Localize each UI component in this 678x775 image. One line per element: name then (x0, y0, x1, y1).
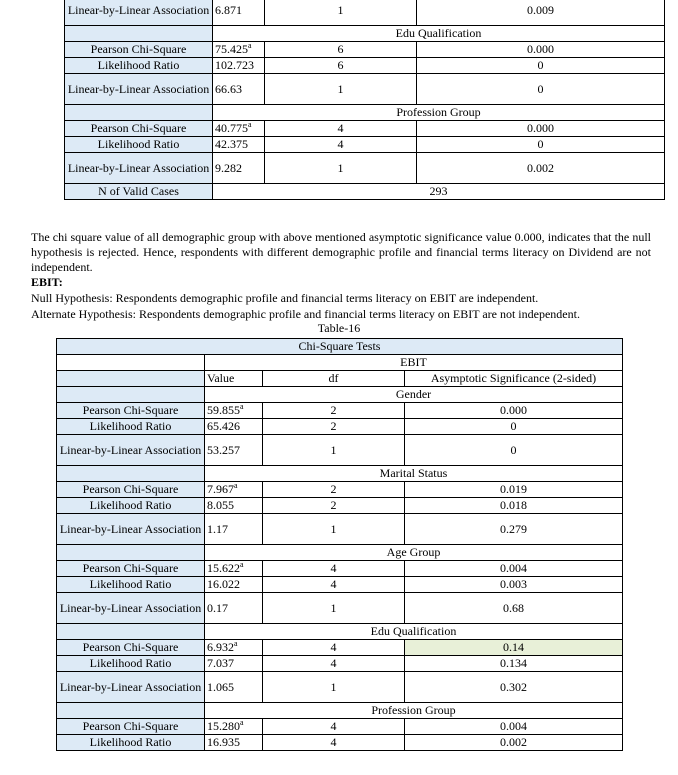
significance-cell: 0.302 (405, 672, 623, 703)
column-header-significance: Asymptotic Significance (2-sided) (405, 371, 623, 387)
footnote-marker: a (240, 560, 244, 569)
row-label: Pearson Chi-Square (65, 121, 213, 137)
row-label: Likelihood Ratio (65, 58, 213, 74)
value-cell: 16.022 (205, 577, 263, 593)
significance-cell: 0.000 (405, 403, 623, 419)
df-cell: 4 (263, 735, 405, 751)
table-row (57, 435, 623, 466)
significance-cell: 0.68 (405, 593, 623, 624)
row-label: Pearson Chi-Square (57, 403, 205, 419)
row-label: Likelihood Ratio (65, 137, 213, 153)
column-header-df: df (263, 371, 405, 387)
value-cell: 75.425$^a$ (213, 42, 265, 58)
row-label: Likelihood Ratio (57, 577, 205, 593)
table-row (65, 42, 665, 58)
significance-cell: 0.009 (417, 0, 665, 26)
chi-square-table-dividend (64, 0, 665, 200)
value-cell: 15.622$^a$ (205, 561, 263, 577)
value-cell: 1.065 (205, 672, 263, 703)
table-row (65, 184, 665, 200)
value-cell: 40.775$^a$ (213, 121, 265, 137)
row-label-cell (57, 387, 205, 403)
table-body (65, 0, 665, 200)
row-label: Pearson Chi-Square (65, 42, 213, 58)
null-hypothesis: Null Hypothesis: Respondents demographic profile and financial terms literacy on EBIT are independent. (31, 291, 539, 305)
significance-cell: 0.000 (417, 121, 665, 137)
row-label: N of Valid Cases (65, 184, 213, 200)
row-label-cell (57, 545, 205, 561)
chi-square-table-ebit (56, 338, 623, 751)
df-cell: 1 (265, 0, 417, 26)
df-cell: 1 (265, 153, 417, 184)
row-label: Pearson Chi-Square (57, 482, 205, 498)
header-blank-cell (57, 355, 205, 371)
row-label: Likelihood Ratio (57, 656, 205, 672)
value-cell: 15.280$^a$ (205, 719, 263, 735)
row-label: Pearson Chi-Square (57, 640, 205, 656)
value-cell: 6.871 (213, 0, 265, 26)
significance-cell: 0.000 (417, 42, 665, 58)
value-cell: 1.17 (205, 514, 263, 545)
row-label: Linear-by-Linear Association (57, 435, 205, 466)
row-label-cell (57, 703, 205, 719)
footnote-marker: a (234, 481, 238, 490)
df-cell: 6 (265, 58, 417, 74)
footnote-marker: a (248, 120, 252, 129)
significance-cell: 0 (405, 419, 623, 435)
section-row (57, 703, 623, 719)
table-caption: Table-16 (317, 321, 361, 335)
significance-cell: 0 (405, 435, 623, 466)
table-row (57, 656, 623, 672)
df-cell: 1 (263, 435, 405, 466)
row-label-cell (57, 466, 205, 482)
df-cell: 1 (263, 593, 405, 624)
section-title: Edu Qualification (213, 26, 665, 42)
footnote-marker: a (248, 41, 252, 50)
table-row (57, 593, 623, 624)
footnote-marker: a (240, 402, 244, 411)
row-label: Pearson Chi-Square (57, 561, 205, 577)
df-cell: 2 (263, 482, 405, 498)
section-row (57, 466, 623, 482)
group-header: EBIT (205, 355, 623, 371)
section-title: Marital Status (205, 466, 623, 482)
significance-cell: 0.002 (417, 153, 665, 184)
significance-cell: 0.018 (405, 498, 623, 514)
significance-cell: 0 (417, 74, 665, 105)
row-label: Linear-by-Linear Association (65, 74, 213, 105)
valid-cases-value: 293 (213, 184, 665, 200)
footnote-marker: a (234, 639, 238, 648)
table-row (57, 403, 623, 419)
section-row (65, 26, 665, 42)
df-cell: 4 (263, 577, 405, 593)
section-row (57, 624, 623, 640)
table-row (65, 137, 665, 153)
value-cell: 66.63 (213, 74, 265, 105)
value-cell: 102.723 (213, 58, 265, 74)
column-header-value: Value (205, 371, 263, 387)
row-label-cell (65, 26, 213, 42)
significance-cell: 0 (417, 58, 665, 74)
value-cell: 65.426 (205, 419, 263, 435)
row-label-cell (65, 105, 213, 121)
footnote-marker: a (240, 718, 244, 727)
df-cell: 4 (265, 121, 417, 137)
df-cell: 1 (263, 672, 405, 703)
table-row (57, 577, 623, 593)
value-cell: 53.257 (205, 435, 263, 466)
row-label: Linear-by-Linear Association (65, 153, 213, 184)
row-label: Likelihood Ratio (57, 735, 205, 751)
df-cell: 4 (265, 137, 417, 153)
significance-cell: 0.134 (405, 656, 623, 672)
section-row (65, 105, 665, 121)
df-cell: 2 (263, 403, 405, 419)
significance-cell: 0.004 (405, 561, 623, 577)
table-row (57, 735, 623, 751)
df-cell: 4 (263, 656, 405, 672)
section-heading: EBIT: (31, 275, 63, 289)
table-row (57, 419, 623, 435)
conclusion-paragraph: The chi square value of all demographic group with above mentioned asymptotic significance value 0.000, indicates that the null hypothesis is rejected. Hence, respondents with different demographic profile and financial terms literacy on Dividend are not independent. (31, 230, 651, 274)
table-row (57, 561, 623, 577)
row-label: Linear-by-Linear Association (65, 0, 213, 26)
value-cell: 7.037 (205, 656, 263, 672)
significance-cell: 0.279 (405, 514, 623, 545)
row-label: Pearson Chi-Square (57, 719, 205, 735)
df-cell: 2 (263, 419, 405, 435)
table-row (57, 498, 623, 514)
significance-cell: 0.003 (405, 577, 623, 593)
table-row (57, 672, 623, 703)
significance-cell: 0.14 (405, 640, 623, 656)
value-cell: 0.17 (205, 593, 263, 624)
table-body (57, 339, 623, 751)
df-cell: 1 (263, 514, 405, 545)
section-row (57, 545, 623, 561)
table-row (65, 121, 665, 137)
section-title: Age Group (205, 545, 623, 561)
df-cell: 4 (263, 640, 405, 656)
df-cell: 2 (263, 498, 405, 514)
row-label-cell (57, 624, 205, 640)
value-cell: 8.055 (205, 498, 263, 514)
row-label: Likelihood Ratio (57, 419, 205, 435)
row-label: Linear-by-Linear Association (57, 514, 205, 545)
value-cell: 9.282 (213, 153, 265, 184)
table-row (65, 0, 665, 26)
table-row (57, 482, 623, 498)
significance-cell: 0.002 (405, 735, 623, 751)
table-row (57, 514, 623, 545)
value-cell: 7.967$^a$ (205, 482, 263, 498)
df-cell: 4 (263, 561, 405, 577)
row-label: Likelihood Ratio (57, 498, 205, 514)
table-row (57, 719, 623, 735)
table-title: Chi-Square Tests (57, 339, 623, 355)
value-cell: 16.935 (205, 735, 263, 751)
table-row (65, 153, 665, 184)
section-title: Gender (205, 387, 623, 403)
section-title: Profession Group (205, 703, 623, 719)
df-cell: 1 (265, 74, 417, 105)
significance-cell: 0 (417, 137, 665, 153)
row-label: Linear-by-Linear Association (57, 672, 205, 703)
section-title: Edu Qualification (205, 624, 623, 640)
significance-cell: 0.004 (405, 719, 623, 735)
header-label-cell (57, 371, 205, 387)
section-row (57, 387, 623, 403)
section-title: Profession Group (213, 105, 665, 121)
value-cell: 6.932$^a$ (205, 640, 263, 656)
df-cell: 6 (265, 42, 417, 58)
value-cell: 59.855$^a$ (205, 403, 263, 419)
table-row (57, 640, 623, 656)
table-row (65, 58, 665, 74)
alternate-hypothesis: Alternate Hypothesis: Respondents demographic profile and financial terms literacy on EBIT are not independent. (31, 307, 580, 321)
table-row (65, 74, 665, 105)
df-cell: 4 (263, 719, 405, 735)
value-cell: 42.375 (213, 137, 265, 153)
row-label: Linear-by-Linear Association (57, 593, 205, 624)
significance-cell: 0.019 (405, 482, 623, 498)
